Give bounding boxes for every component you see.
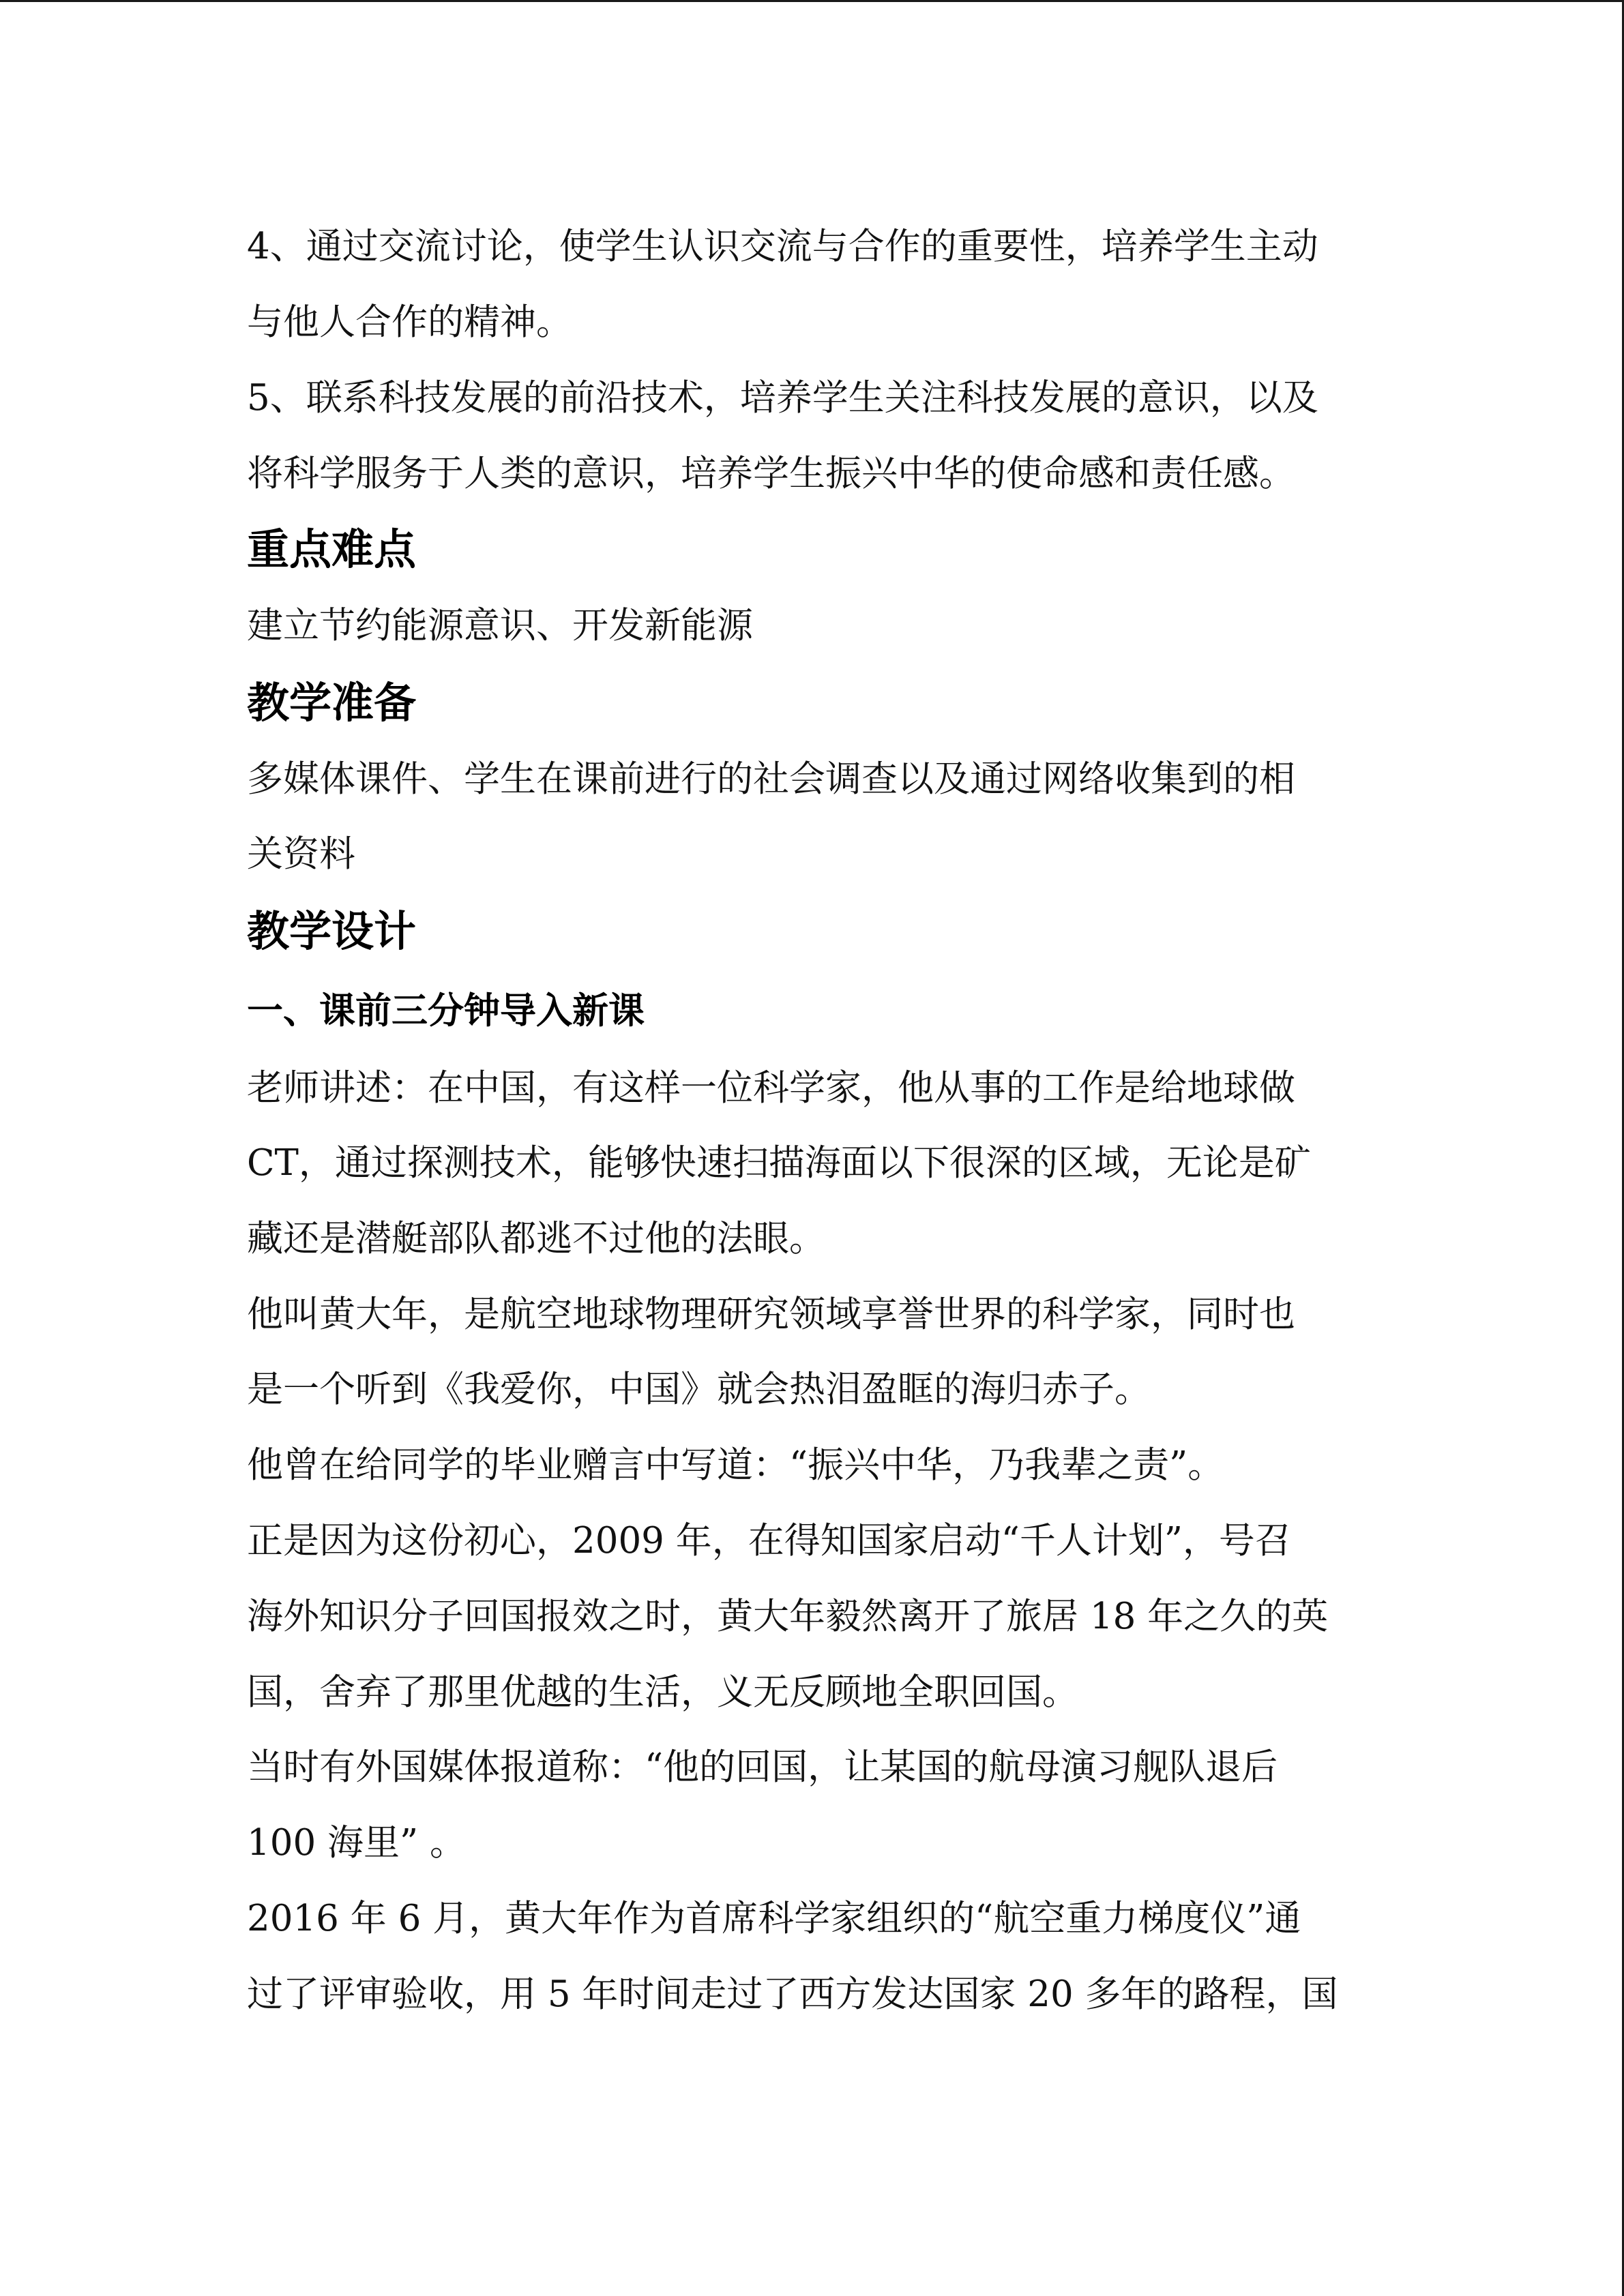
paragraph-line: 是一个听到《我爱你，中国》就会热泪盈眶的海归赤子。 <box>247 1369 1151 1410</box>
objective-5-line-1: 5、联系科技发展的前沿技术，培养学生关注科技发展的意识，以及 <box>247 377 1318 419</box>
paragraph-line: 他叫黄大年，是航空地球物理研究领域享誉世界的科学家，同时也 <box>247 1294 1295 1335</box>
key-points-heading: 重点难点 <box>247 524 417 574</box>
objective-4-line-2: 与他人合作的精神。 <box>247 301 572 343</box>
paragraph-line: CT，通过探测技术，能够快速扫描海面以下很深的区域，无论是矿 <box>247 1142 1311 1184</box>
paragraph-line: 老师讲述：在中国，有这样一位科学家，他从事的工作是给地球做 <box>247 1067 1295 1109</box>
paragraph-line: 藏还是潜艇部队都逃不过他的法眼。 <box>247 1218 825 1259</box>
objective-5-line-2: 将科学服务于人类的意识，培养学生振兴中华的使命感和责任感。 <box>247 453 1295 494</box>
paragraph-line: 当时有外国媒体报道称：“他的回国，让某国的航母演习舰队退后 <box>247 1746 1278 1788</box>
design-heading: 教学设计 <box>247 906 417 956</box>
paragraph-line: 他曾在给同学的毕业赠言中写道：“振兴中华，乃我辈之责”。 <box>247 1444 1224 1486</box>
key-points-text: 建立节约能源意识、开发新能源 <box>247 605 753 646</box>
paragraph-line: 国，舍弃了那里优越的生活，义无反顾地全职回国。 <box>247 1671 1078 1713</box>
paragraph-line: 2016 年 6 月，黄大年作为首席科学家组织的“航空重力梯度仪”通 <box>247 1898 1301 1939</box>
paragraph-line: 100 海里” 。 <box>247 1822 466 1864</box>
preparation-line-2: 关资料 <box>247 833 355 875</box>
preparation-heading: 教学准备 <box>247 678 417 728</box>
objective-4-line-1: 4、通过交流讨论，使学生认识交流与合作的重要性，培养学生主动 <box>247 226 1318 267</box>
preparation-line-1: 多媒体课件、学生在课前进行的社会调查以及通过网络收集到的相 <box>247 758 1295 800</box>
paragraph-line: 海外知识分子回国报效之时，黄大年毅然离开了旅居 18 年之久的英 <box>247 1596 1329 1637</box>
paragraph-line: 正是因为这份初心，2009 年，在得知国家启动“千人计划”，号召 <box>247 1520 1291 1562</box>
section-1-heading: 一、课前三分钟导入新课 <box>247 990 645 1032</box>
paragraph-line: 过了评审验收，用 5 年时间走过了西方发达国家 20 多年的路程，国 <box>247 1973 1338 2015</box>
